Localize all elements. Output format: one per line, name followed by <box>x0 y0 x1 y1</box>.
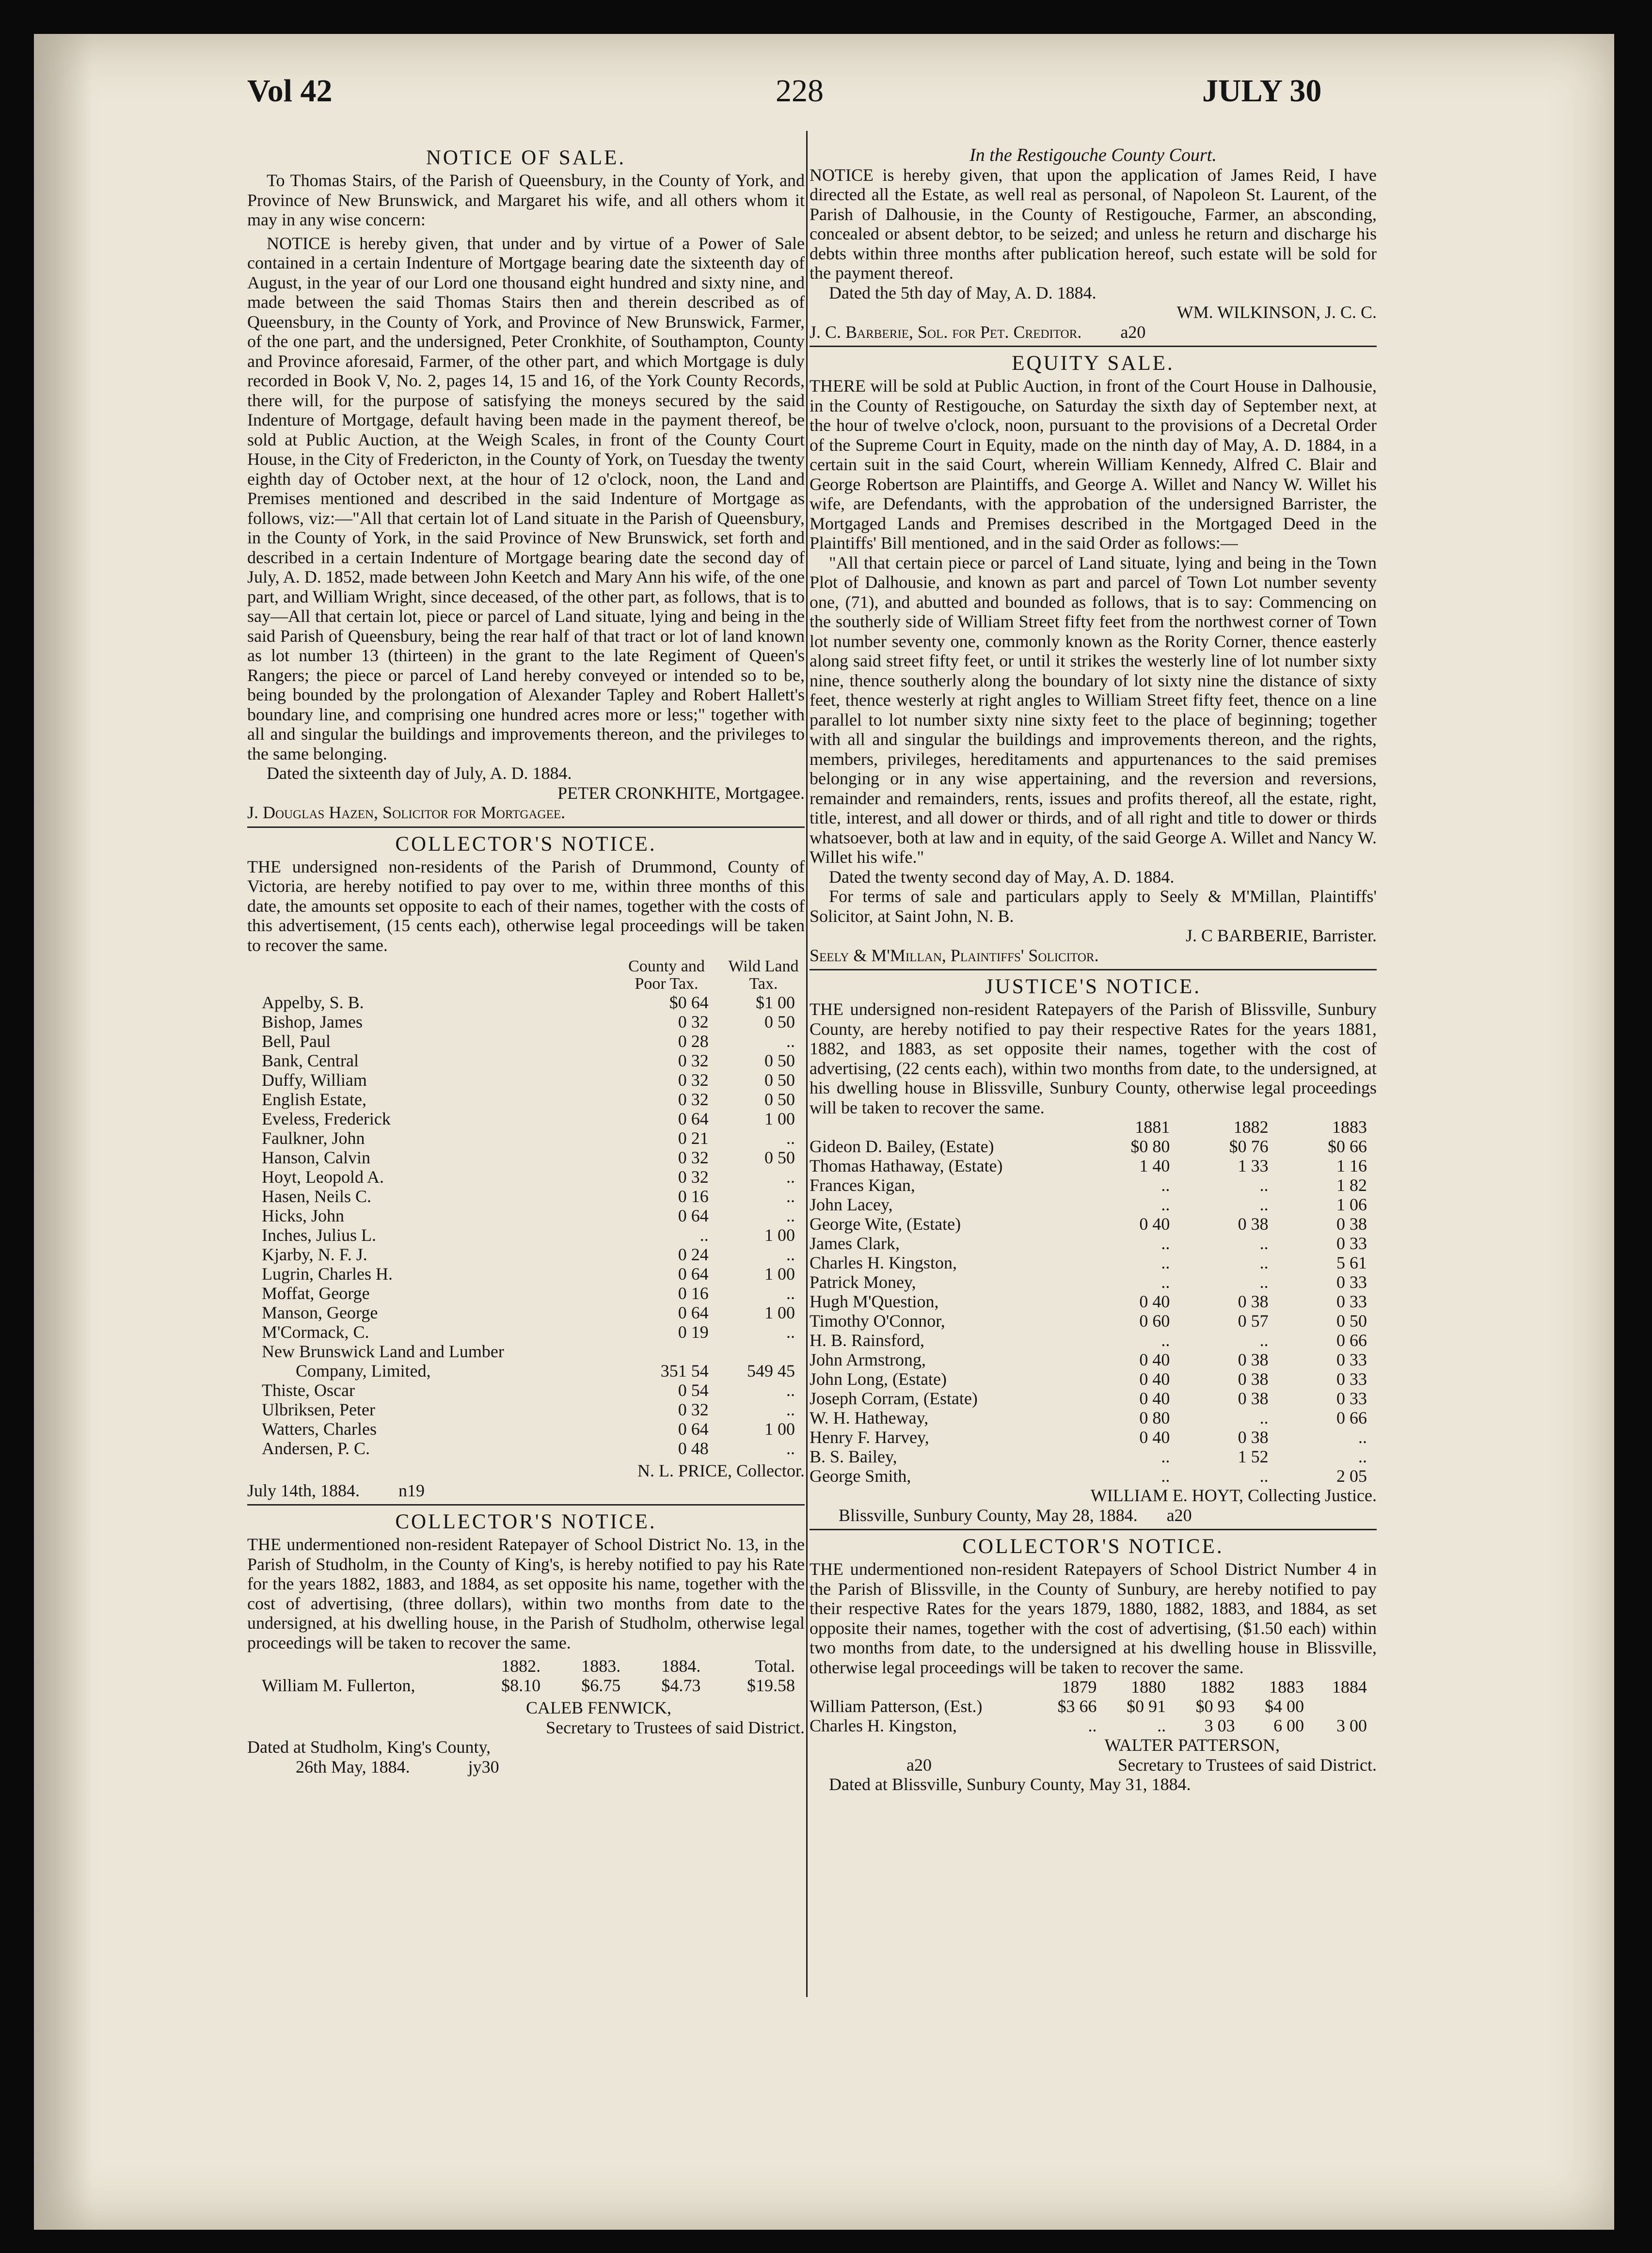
ratepayer-name: Patrick Money, <box>810 1272 916 1292</box>
ratepayer-name: John Long, (Estate) <box>810 1369 947 1389</box>
collector1-title: COLLECTOR'S NOTICE. <box>395 832 657 856</box>
table-row <box>810 1292 1377 1311</box>
table-row <box>810 1214 1377 1234</box>
notice-of-sale-signer: PETER CRONKHITE, Mortgagee. <box>557 783 805 803</box>
court-solicitor: J. C. Barberie, Sol. for Pet. Creditor. <box>810 322 1082 342</box>
rate-value: .. <box>1259 1331 1269 1350</box>
wild-land-tax: 0 50 <box>764 1070 795 1090</box>
taxpayer-name: Eveless, Frederick <box>262 1109 391 1128</box>
rate-value: 0 38 <box>1336 1214 1367 1234</box>
rate-value: $4 00 <box>1265 1697 1304 1716</box>
court-title: In the Restigouche County Court. <box>969 145 1217 165</box>
table-row <box>810 1466 1377 1486</box>
county-poor-tax: 0 21 <box>678 1128 709 1148</box>
ratepayer-name: Charles H. Kingston, <box>810 1253 957 1272</box>
collector3-signer-title: Secretary to Trustees of said District. <box>1118 1755 1377 1775</box>
rate-value: 1 16 <box>1336 1156 1367 1175</box>
ratepayer-name: Joseph Corram, (Estate) <box>810 1389 978 1408</box>
table-row <box>810 1716 1377 1735</box>
taxpayer-name: Appelby, S. B. <box>262 993 364 1012</box>
county-poor-tax: 0 64 <box>678 1264 709 1284</box>
table-row <box>810 1137 1377 1156</box>
rate-value: 0 38 <box>1238 1428 1269 1447</box>
table-row <box>247 1167 805 1187</box>
taxpayer-name: Moffat, George <box>262 1284 370 1303</box>
rate-value: $3 66 <box>1057 1697 1097 1716</box>
taxpayer-name: Hicks, John <box>262 1206 344 1225</box>
year-header: 1883 <box>1332 1117 1367 1137</box>
rate-value: 1 52 <box>1238 1447 1269 1466</box>
county-poor-tax <box>632 1342 718 1361</box>
taxpayer-name: Andersen, P. C. <box>262 1439 370 1458</box>
table-row <box>810 1234 1377 1253</box>
table-row <box>247 1109 805 1128</box>
table-row <box>247 1676 805 1695</box>
table-row <box>247 1264 805 1284</box>
taxpayer-name: Watters, Charles <box>262 1419 377 1439</box>
year-header: 1882. <box>501 1656 541 1676</box>
table-row <box>810 1331 1377 1350</box>
notice-of-sale-solicitor: J. Douglas Hazen, Solicitor for Mortgagee. <box>247 803 566 822</box>
justice-footer <box>810 1506 1377 1525</box>
county-poor-tax: 0 32 <box>678 1051 709 1070</box>
taxpayer-name: Company, Limited, <box>296 1361 431 1380</box>
rate-value: 0 57 <box>1238 1311 1269 1331</box>
table-row <box>810 1156 1377 1175</box>
rate-value: .. <box>1157 1716 1166 1735</box>
county-poor-tax: 0 28 <box>678 1031 709 1051</box>
rate-value: .. <box>1358 1428 1367 1447</box>
rate-value: .. <box>1259 1466 1269 1486</box>
county-poor-tax: 0 32 <box>678 1400 709 1419</box>
wild-land-tax: 549 45 <box>747 1361 795 1380</box>
table-row <box>247 1342 805 1361</box>
collector3-code: a20 <box>906 1755 932 1775</box>
ratepayer-name: Hugh M'Question, <box>810 1292 939 1311</box>
section-rule <box>810 969 1377 970</box>
collector2-dated: Dated at Studholm, King's County, <box>247 1737 491 1757</box>
year-header: 1880 <box>1131 1677 1166 1697</box>
county-poor-tax: 351 54 <box>660 1361 709 1380</box>
collector3-title: COLLECTOR'S NOTICE. <box>962 1535 1224 1558</box>
issue-date: JULY 30 <box>1202 73 1322 109</box>
restigouche-court-notice <box>810 145 1377 342</box>
equity-title: EQUITY SALE. <box>1012 352 1175 375</box>
ratepayer-name: W. H. Hatheway, <box>810 1408 929 1428</box>
collector2-dated-2: 26th May, 1884. <box>296 1757 410 1777</box>
rate-value: 0 33 <box>1336 1389 1367 1408</box>
court-dated: Dated the 5th day of May, A. D. 1884. <box>829 283 1096 302</box>
taxpayer-name: Bishop, James <box>262 1012 363 1031</box>
table-row <box>810 1350 1377 1369</box>
notice-of-sale-address: To Thomas Stairs, of the Parish of Queensbury, in the County of York, and Province of New Brunswick, and Margaret his wife, and all others whom it may in any wise concern: <box>247 171 805 229</box>
ratepayer-name: John Lacey, <box>810 1195 893 1214</box>
notice-of-sale-title: NOTICE OF SALE. <box>426 146 626 169</box>
rate-value: 0 33 <box>1336 1369 1367 1389</box>
taxpayer-name: Hasen, Neils C. <box>262 1187 371 1206</box>
year-header: 1883. <box>581 1656 621 1676</box>
collector3-body: THE undermentioned non-resident Ratepayers of School District Number 4 in the Parish of Blissville, in the County of Sunbury, are hereby notified to pay their respective Rates for the years 1879, 1880, 1882, 1883, and 1884, as set opposite their names, together with the cost of advertising, ($1.50 each) within two months from date, to the undersigned at his dwelling house in Blissville, otherwise legal proceedings will be taken to recover the same. <box>810 1559 1377 1677</box>
taxpayer-name: Duffy, William <box>262 1070 367 1090</box>
county-poor-tax: 0 64 <box>678 1303 709 1322</box>
justice-dated: Blissville, Sunbury County, May 28, 1884. <box>839 1505 1138 1525</box>
taxpayer-name: Bank, Central <box>262 1051 359 1070</box>
table-row <box>810 1195 1377 1214</box>
rate-value: 0 33 <box>1336 1234 1367 1253</box>
rate-value: .. <box>1161 1447 1170 1466</box>
court-body: NOTICE is hereby given, that upon the application of James Reid, I have directed all the Estate, as well real as personal, of Napoleon St. Laurent, of the Parish of Dalhousie, in the County of Restigouche, Farmer, an absconding, concealed or absent debtor, to be seized; and unless he return and discharge his debts within three months after publication hereof, such estate will be sold for the payment thereof. <box>810 165 1377 283</box>
table-row <box>247 1322 805 1342</box>
table-row <box>247 1419 805 1439</box>
table-row <box>810 1697 1377 1716</box>
justice-table <box>810 1117 1377 1486</box>
year-header: Total. <box>755 1656 795 1676</box>
wild-land-tax: .. <box>786 1031 795 1051</box>
year-header: 1884 <box>1332 1677 1367 1697</box>
rate-value: $4.73 <box>661 1676 701 1695</box>
justice-title: JUSTICE'S NOTICE. <box>985 975 1202 998</box>
rate-value: 1 06 <box>1336 1195 1367 1214</box>
ratepayer-name: Thomas Hathaway, (Estate) <box>810 1156 1003 1175</box>
rate-value: 1 33 <box>1238 1156 1269 1175</box>
table-row <box>810 1428 1377 1447</box>
taxpayer-name: Thiste, Oscar <box>262 1380 355 1400</box>
county-poor-tax: 0 48 <box>678 1439 709 1458</box>
rate-value: .. <box>1161 1272 1170 1292</box>
county-poor-tax: 0 32 <box>678 1167 709 1187</box>
ratepayer-name: John Armstrong, <box>810 1350 926 1369</box>
rate-value: .. <box>1259 1234 1269 1253</box>
table-row <box>247 1090 805 1109</box>
taxpayer-name: Faulkner, John <box>262 1128 365 1148</box>
equity-terms: For terms of sale and particulars apply to Seely & M'Millan, Plaintiffs' Solicitor, at Saint John, N. B. <box>810 887 1377 926</box>
right-column <box>810 145 1377 2036</box>
ratepayer-name: George Smith, <box>810 1466 911 1486</box>
ratepayer-name: William M. Fullerton, <box>262 1676 415 1695</box>
wild-land-tax: .. <box>786 1206 795 1225</box>
ratepayer-name: Frances Kigan, <box>810 1175 915 1195</box>
table-row <box>247 1380 805 1400</box>
rate-value: .. <box>1161 1466 1170 1486</box>
table-row <box>247 1361 805 1380</box>
collector2-table <box>247 1656 805 1695</box>
rate-value: 0 40 <box>1139 1389 1170 1408</box>
justice-code: a20 <box>1166 1505 1192 1525</box>
rate-value: .. <box>1161 1195 1170 1214</box>
year-header: 1881 <box>1135 1117 1170 1137</box>
wild-land-tax: 0 50 <box>764 1090 795 1109</box>
justice-body: THE undersigned non-resident Ratepayers of the Parish of Blissville, Sunbury County, are hereby notified to pay their respective Rates for the years 1881, 1882, and 1883, as set opposite their names, together with the cost of advertising, (22 cents each), within two months from date, to the undersigned, at his dwelling house in Blissville, Sunbury County, otherwise legal proceedings will be taken to recover the same. <box>810 1000 1377 1117</box>
rate-value: .. <box>1161 1234 1170 1253</box>
rate-value: $0 91 <box>1127 1697 1166 1716</box>
county-poor-tax: 0 32 <box>678 1090 709 1109</box>
table-row <box>247 1187 805 1206</box>
rate-value: .. <box>1161 1175 1170 1195</box>
court-signer: WM. WILKINSON, J. C. C. <box>1176 302 1377 322</box>
notice-of-sale-dated: Dated the sixteenth day of July, A. D. 1884. <box>267 763 572 783</box>
ratepayer-name: George Wite, (Estate) <box>810 1214 961 1234</box>
rate-value <box>1314 1697 1377 1716</box>
wild-land-tax: 1 00 <box>764 1225 795 1245</box>
year-header: 1882 <box>1233 1117 1269 1137</box>
county-poor-tax: 0 32 <box>678 1148 709 1167</box>
collector-notice-blissville <box>810 1534 1377 1794</box>
rate-value: 0 38 <box>1238 1214 1269 1234</box>
taxpayer-name: M'Cormack, C. <box>262 1322 369 1342</box>
rate-value: 2 05 <box>1336 1466 1367 1486</box>
collector2-signer-title: Secretary to Trustees of said District. <box>546 1717 805 1737</box>
section-rule <box>810 346 1377 347</box>
notice-of-sale-body: NOTICE is hereby given, that under and by virtue of a Power of Sale contained in a certain Indenture of Mortgage bearing date the sixteenth day of August, in the year of our Lord one thousand eight hundred and sixty nine, and made between the said Thomas Stairs then and therein described as of Queensbury, in the County of York, and Province of New Brunswick, Farmer, of the one part, and the undersigned, Peter Cronkhite, of Southampton, County and Province aforesaid, Farmer, of the other part, and which Mortgage is duly recorded in Book V, No. 2, pages 14, 15 and 16, of the York County Records, there will, for the purpose of satisfying the moneys secured by the said Indenture of Mortgage, default having been made in the payment thereof, be sold at Public Auction, at the Weigh Scales, in front of the County Court House, in the City of Fredericton, in the County of York, on Tuesday the twenty eighth day of October next, at the hour of 12 o'clock, noon, the Land and Premises mentioned and described in the said Indenture of Mortgage as follows, viz:—"All that certain lot of Land situate in the Parish of Queensbury, in the County of York, in the said Province of New Brunswick, set forth and described in a certain Indenture of Mortgage bearing date the second day of July, A. D. 1852, made between John Keetch and Mary Ann his wife, of the one part, and William Wright, since deceased, of the other part, as follows, that is to say—All that certain lot, piece or parcel of Land situate, lying and being in the said Parish of Queensbury, being the rear half of that tract or lot of land known as lot number 13 (thirteen) in the grant to the late Regiment of Queen's Rangers; the piece or parcel of Land hereby conveyed or intended so to be, being bounded by the prolongation of Alexander Tapley and Robert Hallett's boundary line, and comprising one hundred acres more or less;" together with all and singular the buildings and improvements thereon, and the privileges to the same belonging. <box>247 233 805 763</box>
page-header <box>34 73 1614 131</box>
collector2-code: jy30 <box>468 1757 499 1777</box>
taxpayer-name: Kjarby, N. F. J. <box>262 1245 367 1264</box>
table-row <box>810 1408 1377 1428</box>
court-code: a20 <box>1120 322 1146 342</box>
wild-land-tax: 0 50 <box>764 1012 795 1031</box>
wild-land-tax: .. <box>786 1322 795 1342</box>
wild-land-tax: 0 50 <box>764 1148 795 1167</box>
rate-value: .. <box>1358 1447 1367 1466</box>
collector1-table <box>247 993 805 1458</box>
page-number: 228 <box>776 73 824 109</box>
rate-value: 0 50 <box>1336 1311 1367 1331</box>
table-row <box>247 1303 805 1322</box>
county-poor-tax: 0 19 <box>678 1322 709 1342</box>
rate-value: .. <box>1259 1175 1269 1195</box>
rate-value: .. <box>1259 1253 1269 1272</box>
wild-land-tax: .. <box>786 1400 795 1419</box>
rate-value: .. <box>1259 1272 1269 1292</box>
rate-value: 0 60 <box>1139 1311 1170 1331</box>
rate-value: 0 80 <box>1139 1408 1170 1428</box>
rate-value: 0 38 <box>1238 1292 1269 1311</box>
collector3-signer: WALTER PATTERSON, <box>1104 1735 1280 1755</box>
table-row <box>247 1284 805 1303</box>
equity-solicitor: Seely & M'Millan, Plaintiffs' Solicitor. <box>810 945 1099 965</box>
taxpayer-name: Lugrin, Charles H. <box>262 1264 393 1284</box>
table-row <box>247 1400 805 1419</box>
rate-value: 0 40 <box>1139 1350 1170 1369</box>
equity-body: THERE will be sold at Public Auction, in front of the Court House in Dalhousie, in the County of Restigouche, on Saturday the sixth day of September next, at the hour of twelve o'clock, noon, pursuant to the provisions of a Decretal Order of the Supreme Court in Equity, made on the ninth day of May, A. D. 1884, in a certain suit in the said Court, wherein William Kennedy, Alfred C. Blair and George Robertson are Plaintiffs, and George A. Willet and Nancy W. Willet his wife, are Defendants, with the approbation of the undersigned Barrister, the Mortgaged Lands and Premises described in the Mortgaged Deed in the Plaintiffs' Bill mentioned, and in the said Order as follows:— <box>810 376 1377 553</box>
collector2-title: COLLECTOR'S NOTICE. <box>395 1510 657 1533</box>
page-spine-shadow <box>34 34 92 2230</box>
rate-value: $19.58 <box>747 1676 795 1695</box>
wild-land-tax <box>718 1342 805 1361</box>
collector2-footer <box>247 1757 805 1777</box>
collector1-signer: N. L. PRICE, Collector. <box>637 1461 805 1480</box>
collector1-body: THE undersigned non-residents of the Parish of Drummond, County of Victoria, are hereby notified to pay over to me, within three months of this date, the amounts set opposite to each of their names, together with the costs of this advertisement, (15 cents each), otherwise legal proceedings will be taken to recover the same. <box>247 857 805 955</box>
table-row <box>247 1012 805 1031</box>
year-header: 1884. <box>661 1656 701 1676</box>
table-row <box>247 1070 805 1090</box>
taxpayer-name: Hoyt, Leopold A. <box>262 1167 384 1187</box>
year-header: 1882 <box>1200 1677 1235 1697</box>
wild-land-tax: .. <box>786 1187 795 1206</box>
rate-value: 0 40 <box>1139 1428 1170 1447</box>
table-row <box>810 1311 1377 1331</box>
table-row <box>247 1128 805 1148</box>
justice-notice <box>810 974 1377 1525</box>
col-header-county: County and Poor Tax. <box>628 957 705 993</box>
table-row <box>810 1175 1377 1195</box>
rate-value: $8.10 <box>501 1676 541 1695</box>
wild-land-tax: 0 50 <box>764 1051 795 1070</box>
ratepayer-name: Charles H. Kingston, <box>810 1716 957 1735</box>
rate-value: 3 00 <box>1336 1716 1367 1735</box>
county-poor-tax: 0 64 <box>678 1419 709 1439</box>
left-column <box>247 145 805 2036</box>
court-footer <box>810 322 1377 342</box>
justice-signer: WILLIAM E. HOYT, Collecting Justice. <box>1090 1486 1377 1505</box>
rate-value: 0 33 <box>1336 1350 1367 1369</box>
equity-sale <box>810 351 1377 965</box>
equity-dated: Dated the twenty second day of May, A. D. 1884. <box>829 867 1175 887</box>
wild-land-tax: 1 00 <box>764 1264 795 1284</box>
county-poor-tax: 0 32 <box>678 1070 709 1090</box>
county-poor-tax: 0 16 <box>678 1284 709 1303</box>
county-poor-tax: 0 16 <box>678 1187 709 1206</box>
table-row <box>810 1369 1377 1389</box>
wild-land-tax: 1 00 <box>764 1109 795 1128</box>
table-row <box>247 1031 805 1051</box>
equity-quote: "All that certain piece or parcel of Land situate, lying and being in the Town Plot of Dalhousie, and known as part and parcel of Town Lot number seventy one, (71), and abutted and bounded as follows, that is to say: Commencing on the southerly side of William Street fifty feet from the northwest corner of Town lot number seventy one, commonly known as the Rority Corner, thence easterly along said street fifty feet, or until it strikes the westerly line of lot number sixty nine, thence southerly along the boundary of lot sixty nine the distance of sixty feet, thence westerly at right angles to William Street fifty feet, thence on a line parallel to lot number sixty nine sixty feet to the place of beginning; together with all and singular the buildings and improvements thereon, and the rights, members, privileges, hereditaments and appurtenances to the said premises belonging or in any wise appertaining, and the reversion and reversions, remainder and remainders, rents, issues and profits thereof, all the estate, right, title, interest, and all dower or thirds, and of all right and title to dower or thirds whatsoever, both at law and in equity, of the said George A. Willet and Nancy W. Willet his wife." <box>810 553 1377 867</box>
ratepayer-name: Gideon D. Bailey, (Estate) <box>810 1137 994 1156</box>
rate-value: 0 66 <box>1336 1331 1367 1350</box>
county-poor-tax: $0 64 <box>669 993 709 1012</box>
wild-land-tax: 1 00 <box>764 1419 795 1439</box>
collector1-table-headers <box>247 958 805 993</box>
county-poor-tax: 0 64 <box>678 1109 709 1128</box>
section-rule <box>247 1504 805 1506</box>
table-row <box>247 993 805 1012</box>
year-header: 1879 <box>1062 1677 1097 1697</box>
table-row <box>247 1051 805 1070</box>
taxpayer-name: New Brunswick Land and Lumber <box>262 1342 504 1361</box>
rate-value: 0 66 <box>1336 1408 1367 1428</box>
collector1-footer <box>247 1481 805 1501</box>
rate-value: .. <box>1259 1408 1269 1428</box>
section-rule <box>810 1529 1377 1530</box>
rate-value: .. <box>1259 1195 1269 1214</box>
table-row <box>810 1272 1377 1292</box>
collector3-dated: Dated at Blissville, Sunbury County, May 31, 1884. <box>829 1775 1191 1794</box>
taxpayer-name: English Estate, <box>262 1090 366 1109</box>
taxpayer-name: Bell, Paul <box>262 1031 331 1051</box>
collector1-code: n19 <box>398 1480 425 1500</box>
rate-value: $0 66 <box>1328 1137 1367 1156</box>
rate-value: 0 40 <box>1139 1214 1170 1234</box>
table-row <box>810 1447 1377 1466</box>
rate-value: 1 82 <box>1336 1175 1367 1195</box>
taxpayer-name: Hanson, Calvin <box>262 1148 370 1167</box>
county-poor-tax: 0 24 <box>678 1245 709 1264</box>
col-header-wild-land: Wild Land Tax. <box>728 957 799 993</box>
wild-land-tax: $1 00 <box>756 993 795 1012</box>
table-row <box>247 1225 805 1245</box>
collector1-dated: July 14th, 1884. <box>247 1480 360 1500</box>
rate-value: .. <box>1161 1253 1170 1272</box>
wild-land-tax: .. <box>786 1380 795 1400</box>
county-poor-tax: 0 32 <box>678 1012 709 1031</box>
column-divider <box>806 131 808 1997</box>
ratepayer-name: Henry F. Harvey, <box>810 1428 929 1447</box>
rate-value: 3 03 <box>1204 1716 1235 1735</box>
wild-land-tax: .. <box>786 1128 795 1148</box>
rate-value: 0 33 <box>1336 1292 1367 1311</box>
rate-value: 0 40 <box>1139 1369 1170 1389</box>
section-rule <box>247 826 805 828</box>
ratepayer-name: William Patterson, (Est.) <box>810 1697 983 1716</box>
ratepayer-name: Timothy O'Connor, <box>810 1311 945 1331</box>
rate-value: $6.75 <box>581 1676 621 1695</box>
rate-value: 0 38 <box>1238 1369 1269 1389</box>
table-row <box>247 1206 805 1225</box>
rate-value: 1 40 <box>1139 1156 1170 1175</box>
county-poor-tax: 0 64 <box>678 1206 709 1225</box>
taxpayer-name: Manson, George <box>262 1303 378 1322</box>
collector2-body: THE undermentioned non-resident Ratepayer of School District No. 13, in the Parish of Studholm, in the County of King's, is hereby notified to pay his Rate for the years 1882, 1883, and 1884, as set opposite his name, together with the cost of advertising, (three dollars), within two months from date to the undersigned, at his dwelling house, in the Parish of Studholm, otherwise legal proceedings will be taken to recover the same. <box>247 1535 805 1652</box>
rate-value: 0 38 <box>1238 1350 1269 1369</box>
volume-label: Vol 42 <box>247 73 333 109</box>
rate-value: $0 93 <box>1195 1697 1235 1716</box>
table-row <box>247 1245 805 1264</box>
rate-value: .. <box>1161 1331 1170 1350</box>
table-row <box>247 1148 805 1167</box>
equity-signer: J. C BARBERIE, Barrister. <box>1186 926 1377 945</box>
ratepayer-name: H. B. Rainsford, <box>810 1331 924 1350</box>
year-header: 1883 <box>1269 1677 1304 1697</box>
rate-value: .. <box>1088 1716 1097 1735</box>
rate-value: $0 80 <box>1130 1137 1170 1156</box>
collector3-signer-row <box>810 1755 1377 1775</box>
rate-value: 0 38 <box>1238 1389 1269 1408</box>
ratepayer-name: B. S. Bailey, <box>810 1447 897 1466</box>
collector3-table <box>810 1677 1377 1735</box>
wild-land-tax: .. <box>786 1439 795 1458</box>
taxpayer-name: Ulbriksen, Peter <box>262 1400 375 1419</box>
ratepayer-name: James Clark, <box>810 1234 900 1253</box>
rate-value: 5 61 <box>1336 1253 1367 1272</box>
wild-land-tax: 1 00 <box>764 1303 795 1322</box>
collector-notice-drummond <box>247 832 805 1501</box>
county-poor-tax: .. <box>699 1225 709 1245</box>
table-row <box>810 1253 1377 1272</box>
wild-land-tax: .. <box>786 1245 795 1264</box>
rate-value: 0 33 <box>1336 1272 1367 1292</box>
rate-value: 6 00 <box>1273 1716 1304 1735</box>
notice-of-sale <box>247 145 805 823</box>
table-row <box>810 1389 1377 1408</box>
rate-value: $0 76 <box>1229 1137 1269 1156</box>
wild-land-tax: .. <box>786 1284 795 1303</box>
taxpayer-name: Inches, Julius L. <box>262 1225 376 1245</box>
collector-notice-studholm <box>247 1509 805 1777</box>
collector2-signer: CALEB FENWICK, <box>526 1698 671 1717</box>
rate-value: 0 40 <box>1139 1292 1170 1311</box>
county-poor-tax: 0 54 <box>678 1380 709 1400</box>
wild-land-tax: .. <box>786 1167 795 1187</box>
table-row <box>247 1439 805 1458</box>
